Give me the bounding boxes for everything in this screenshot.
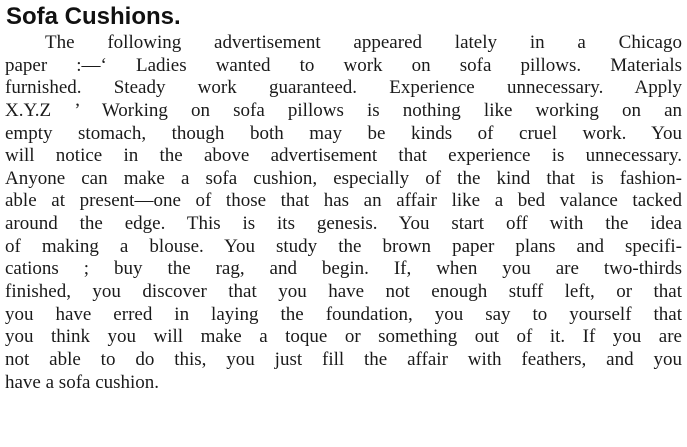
text-line: paper :—‘ Ladies wanted to work on sofa pillows. Materials — [5, 54, 682, 76]
text-line: not able to do this, you just fill the affair with feathers, and you — [5, 348, 682, 370]
text-line: Anyone can make a sofa cushion, especially of the kind that is fashion- — [5, 167, 682, 189]
text-line: cations ; buy the rag, and begin. If, when you are two-thirds — [5, 258, 682, 280]
article-headline: Sofa Cushions. — [6, 3, 181, 30]
text-line: furnished. Steady work guaranteed. Experience unnecessary. Apply — [5, 77, 682, 99]
text-line: you think you will make a toque or something out of it. If you are — [5, 326, 682, 348]
text-line: The following advertisement appeared lately in a Chicago — [45, 32, 682, 53]
text-line: X.Y.Z ’ Working on sofa pillows is nothing like working on an — [5, 99, 682, 121]
text-line: of making a blouse. You study the brown paper plans and specifi- — [5, 235, 682, 257]
article-body — [5, 32, 682, 394]
text-line: able at present—one of those that has an affair like a bed valance tacked — [5, 190, 682, 212]
text-line: empty stomach, though both may be kinds of cruel work. You — [5, 122, 682, 144]
text-line: have a sofa cushion. — [5, 371, 160, 393]
text-line: you have erred in laying the foundation, you say to yourself that — [5, 303, 682, 325]
text-line: finished, you discover that you have not enough stuff left, or that — [5, 281, 682, 303]
text-line: will notice in the above advertisement that experience is unnecessary. — [5, 145, 682, 167]
text-line: around the edge. This is its genesis. You start off with the idea — [5, 213, 682, 235]
